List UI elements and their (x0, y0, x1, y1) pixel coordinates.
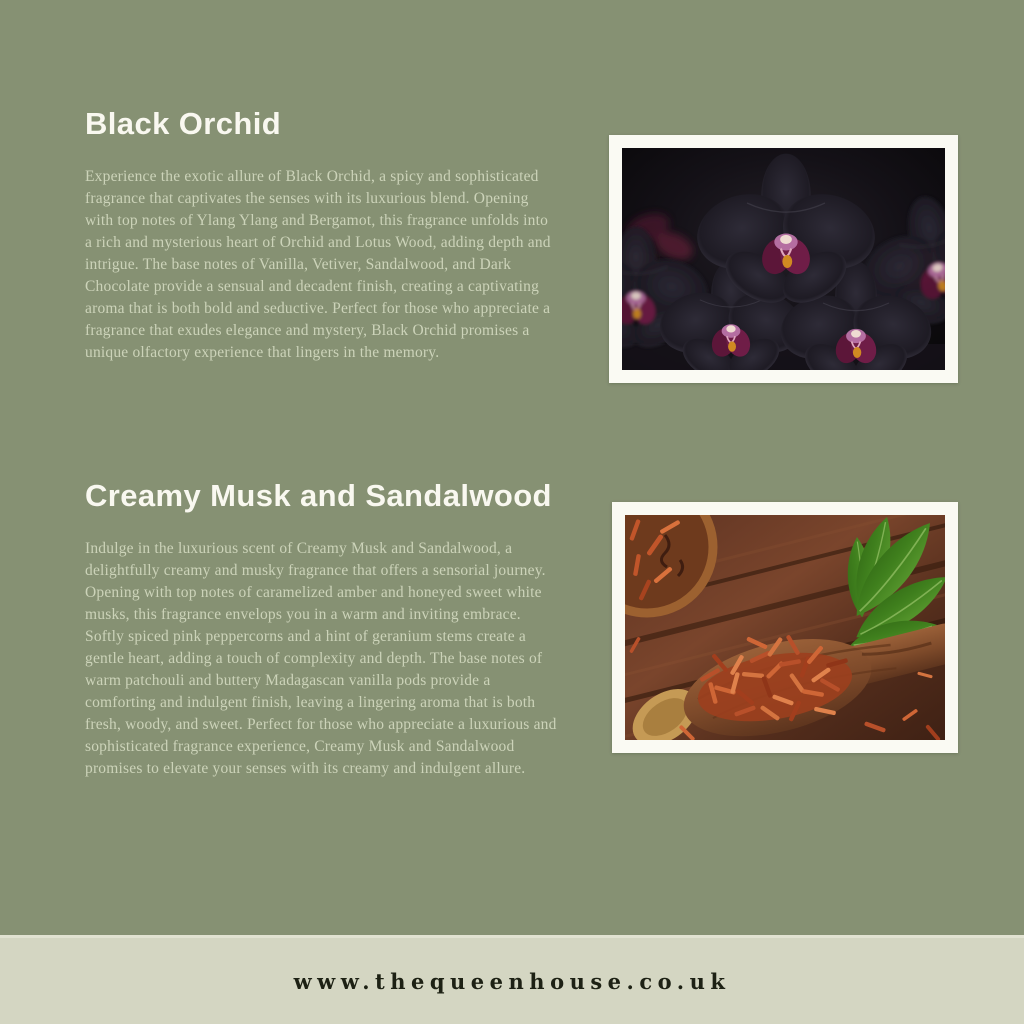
section-creamy-musk-sandalwood (85, 476, 557, 780)
footer-band (0, 935, 1024, 1024)
creamy-musk-description: Indulge in the luxurious scent of Creamy Musk and Sandalwood, a delightfully creamy and musky fragrance that offers a sensorial journey. Opening with top notes of caramelized amber and honeyed sweet white musks, this fragrance envelops you in a warm and inviting embrace. Softly spiced pink peppercorns and a hint of geranium stems create a gentle heart, adding a touch of complexity and depth. The base notes of warm patchouli and buttery Madagascan vanilla pods provide a comforting and indulgent finish, leaving a lingering aroma that is both fresh, woody, and sweet. Perfect for those who appreciate a luxurious and sophisticated fragrance experience, Creamy Musk and Sandalwood promises to elevate your senses with its creamy and indulgent allure. (85, 540, 557, 777)
black-orchid-description: Experience the exotic allure of Black Orchid, a spicy and sophisticated fragrance that captivates the senses with its luxurious blend. Opening with top notes of Ylang Ylang and Bergamot, this fragrance unfolds into a rich and mysterious heart of Orchid and Lotus Wood, adding depth and intrigue. The base notes of Vanilla, Vetiver, Sandalwood, and Dark Chocolate provide a sensual and decadent finish, creating a captivating aroma that is both bold and seductive. Perfect for those who appreciate a fragrance that exudes elegance and mystery, Black Orchid promises a unique olfactory experience that lingers in the memory. (85, 168, 551, 361)
sandalwood-photo (625, 515, 945, 740)
black-orchid-photo-frame (609, 135, 958, 383)
black-orchid-heading: Black Orchid (85, 106, 282, 141)
sandalwood-photo-frame (612, 502, 958, 753)
black-orchid-photo (622, 148, 945, 370)
website-url: www.thequeenhouse.co.uk (293, 968, 731, 994)
section-black-orchid (85, 104, 557, 364)
creamy-musk-heading: Creamy Musk and Sandalwood (85, 478, 552, 513)
